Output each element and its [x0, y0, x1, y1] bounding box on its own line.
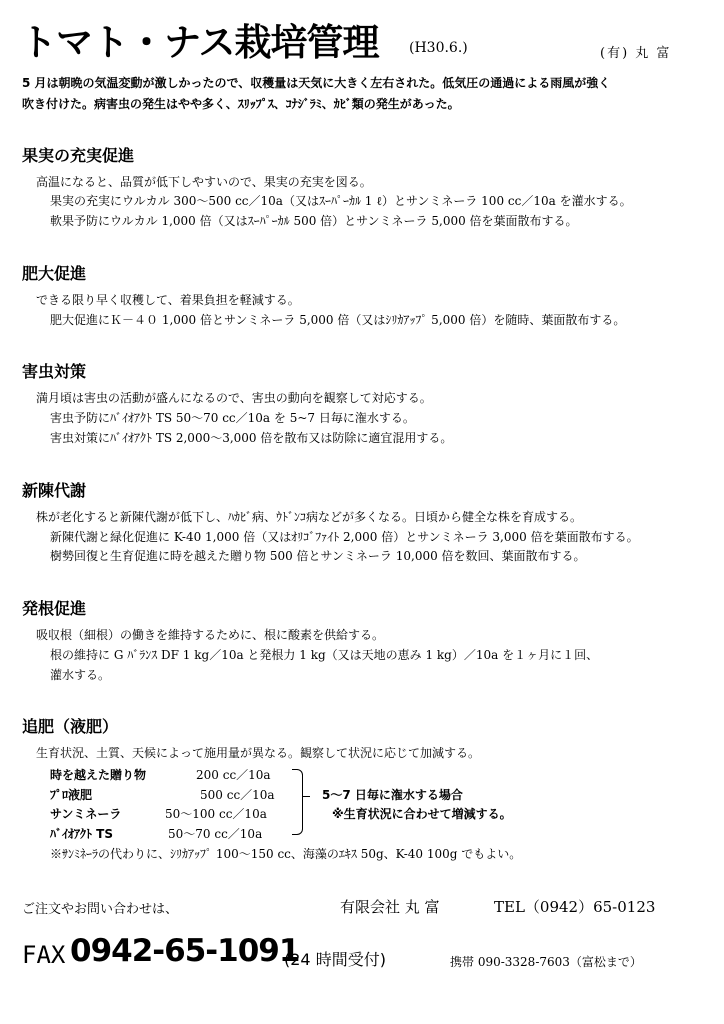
mobile-number: 携帯 090-3328-7603（富松まで）: [450, 955, 642, 969]
section-text: 吸収根（細根）の働きを維持するために、根に酸素を供給する。: [36, 628, 385, 642]
section-text: 害虫対策にﾊﾞｲｵｱｸﾄ TS 2,000～3,000 倍を散布又は防除に適宜混用する。: [50, 431, 453, 445]
intro-line-2: 吹き付けた。病害虫の発生はやや多く、ｽﾘｯﾌﾟｽ、ｺﾅｼﾞﾗﾐ、ｶﾋﾞ類の発生があった。: [22, 97, 460, 111]
fertilizer-name: ﾊﾞｲｵｱｸﾄ TS: [50, 827, 114, 841]
section-text: 生育状況、土質、天候によって施用量が異なる。観察して状況に応じて加減する。: [36, 746, 481, 760]
section-text: 樹勢回復と生育促進に時を越えた贈り物 500 倍とサンミネーラ 10,000 倍を数回、葉面散布する。: [50, 549, 586, 563]
section-text: 害虫予防にﾊﾞｲｵｱｸﾄ TS 50～70 cc／10a を 5~7 日毎に潅水する。: [50, 411, 415, 425]
document-title: トマト・ナス栽培管理: [20, 21, 379, 64]
section-heading-topdressing: 追肥（液肥）: [22, 717, 119, 736]
order-label: ご注文やお問い合わせは、: [22, 902, 179, 917]
fertilizer-amount: 50～100 cc／10a: [165, 807, 267, 821]
section-text: 株が老化すると新陳代謝が低下し、ﾊｶﾋﾞ病、ｳﾄﾞﾝｺ病などが多くなる。日頃から健全な株を育成する。: [36, 510, 583, 524]
fertilizer-name: サンミネーラ: [50, 807, 122, 821]
intro-line-1: 5 月は朝晩の気温変動が激しかったので、収穫量は天気に大きく左右された。低気圧の通過による雨風が強く: [22, 76, 611, 90]
fertilizer-note: 5～7 日毎に潅水する場合: [322, 788, 463, 802]
section-heading-fruit: 果実の充実促進: [22, 146, 135, 165]
fertilizer-amount: 50～70 cc／10a: [168, 827, 263, 841]
fertilizer-amount: 500 cc／10a: [200, 788, 275, 802]
section-text: 新陳代謝と緑化促進に K-40 1,000 倍（又はｵﾘｺﾞﾌｧｲﾄ 2,000 倍）とサンミネーラ 3,000 倍を葉面散布する。: [50, 530, 639, 544]
section-text: 高温になると、品質が低下しやすいので、果実の充実を図る。: [36, 175, 372, 189]
section-text: 根の維持に G ﾊﾞﾗﾝｽ DF 1 kg／10a と発根力 1 kg（又は天地の恵み 1 kg）／10a を１ヶ月に１回、: [50, 648, 599, 662]
fax-hours-note: (24 時間受付): [284, 950, 386, 969]
bracket-divider: [302, 796, 310, 797]
fertilizer-note: ※生育状況に合わせて増減する。: [332, 807, 512, 821]
bracket-divider: [292, 769, 303, 835]
fax-label: FAX: [22, 941, 66, 969]
section-text: 満月頃は害虫の活動が盛んになるので、害虫の動向を観察して対応する。: [36, 391, 432, 405]
section-text: 果実の充実にウルカル 300～500 cc／10a（又はｽｰﾊﾟｰｶﾙ 1 ℓ）とサンミネーラ 100 cc／10a を灌水する。: [50, 194, 632, 208]
section-text: 灌水する。: [50, 668, 111, 682]
section-text: 肥大促進にＫ－４０ 1,000 倍とサンミネーラ 5,000 倍（又はｼﾘｶｱｯﾌﾟ 5,000 倍）を随時、葉面散布する。: [50, 313, 626, 327]
section-heading-metabolism: 新陳代謝: [22, 481, 87, 500]
document-date: (H30.6.): [409, 40, 468, 56]
company-name-header: (有) 丸 富: [600, 46, 672, 61]
company-name-footer: 有限会社 丸 富: [340, 898, 440, 916]
telephone-number: TEL（0942）65-0123: [494, 898, 656, 916]
fax-number: 0942-65-1091: [70, 933, 300, 969]
fertilizer-footnote: ※ｻﾝﾐﾈｰﾗの代わりに、ｼﾘｶｱｯﾌﾟ 100～150 cc、海藻のｴｷｽ 50g、K-40 100g でもよい。: [50, 847, 522, 861]
section-text: 軟果予防にウルカル 1,000 倍（又はｽｰﾊﾟｰｶﾙ 500 倍）とサンミネーラ 5,000 倍を葉面散布する。: [50, 214, 578, 228]
fertilizer-amount: 200 cc／10a: [196, 768, 271, 782]
section-heading-enlargement: 肥大促進: [22, 264, 87, 283]
fertilizer-name: ﾌﾟﾛ液肥: [50, 788, 93, 802]
section-heading-pest: 害虫対策: [22, 362, 87, 381]
fertilizer-name: 時を越えた贈り物: [50, 768, 147, 782]
section-heading-rooting: 発根促進: [22, 599, 87, 618]
section-text: できる限り早く収穫して、着果負担を軽減する。: [36, 293, 300, 307]
